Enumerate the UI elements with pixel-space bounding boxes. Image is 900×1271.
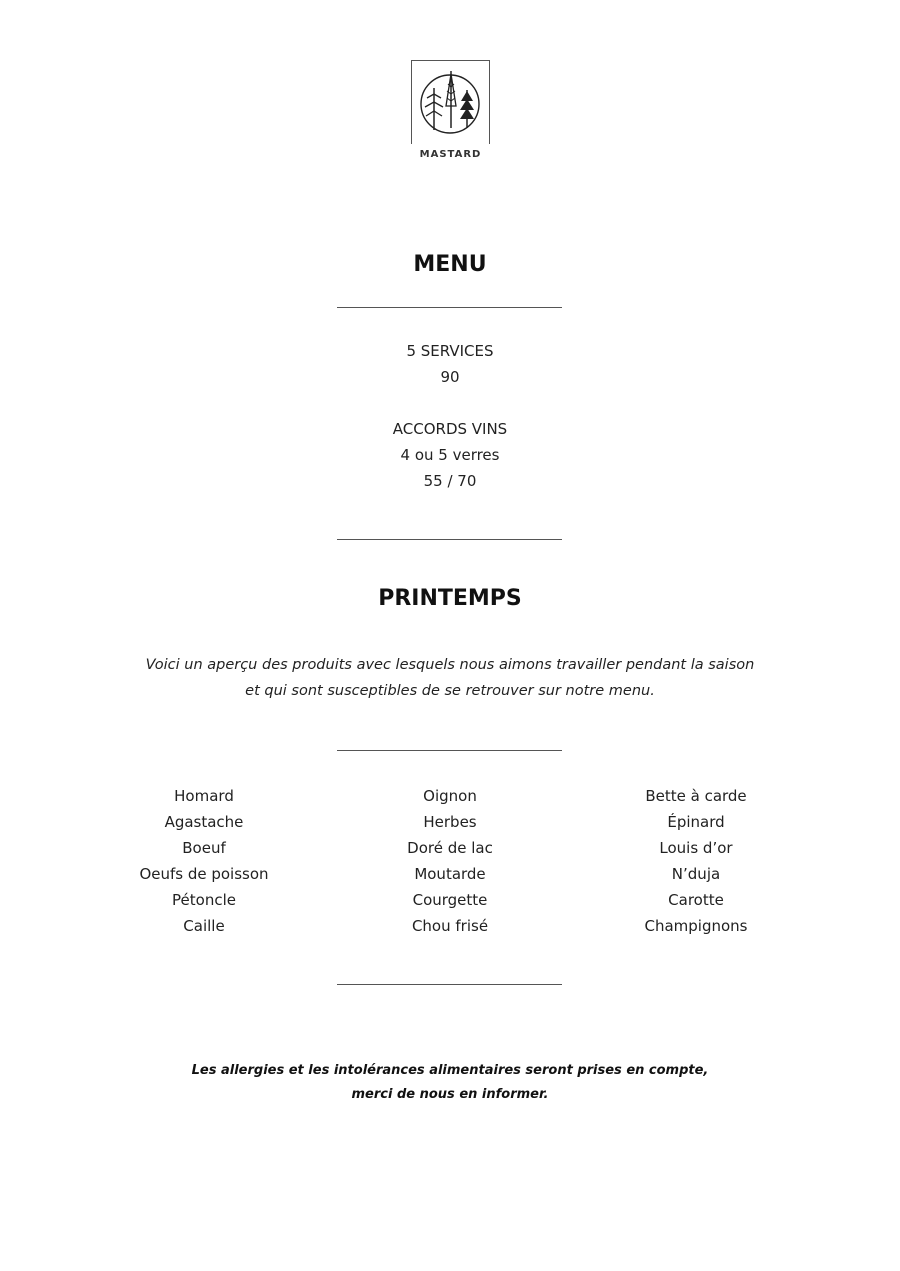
ingredient-item: Chou frisé — [411, 917, 489, 935]
ingredient-item: Caille — [183, 917, 225, 935]
ingredient-item: Homard — [174, 787, 234, 805]
wine-pairing-label: ACCORDS VINS — [392, 420, 508, 438]
ingredient-column-2 — [320, 783, 580, 939]
ingredient-item: Boeuf — [182, 839, 226, 857]
ingredient-item: Courgette — [412, 891, 488, 909]
allergy-note-line-2: merci de nous en informer. — [351, 1087, 549, 1102]
ingredient-item: Moutarde — [414, 865, 486, 883]
ingredient-item: Oignon — [423, 787, 477, 805]
divider — [337, 307, 562, 308]
ingredient-column-1 — [74, 783, 334, 939]
intro-line-1: Voici un aperçu des produits avec lesquels nous aimons travailler pendant la saison — [145, 657, 755, 673]
three-trees-in-circle-icon — [418, 70, 482, 136]
menu-prices — [0, 338, 900, 494]
ingredient-item: Herbes — [423, 813, 477, 831]
divider — [337, 750, 562, 751]
ingredient-item: Agastache — [164, 813, 244, 831]
season-heading-block — [0, 586, 900, 611]
wine-pairing-glasses: 4 ou 5 verres — [400, 446, 500, 464]
logo-wordmark: MASTARD — [419, 149, 482, 160]
ingredient-item: Champignons — [644, 917, 748, 935]
ingredient-item: Bette à carde — [645, 787, 747, 805]
ingredient-item: Épinard — [667, 813, 725, 831]
wine-pairing-price: 55 / 70 — [423, 472, 477, 490]
ingredient-item: Louis d’or — [659, 839, 733, 857]
ingredient-item: Carotte — [668, 891, 724, 909]
allergy-note — [0, 1059, 900, 1107]
allergy-note-line-1: Les allergies et les intolérances alimentaires seront prises en compte, — [191, 1063, 709, 1078]
menu-title: MENU — [413, 252, 487, 277]
season-title: PRINTEMPS — [378, 586, 522, 611]
menu-heading-block — [0, 252, 900, 277]
ingredient-item: Oeufs de poisson — [139, 865, 269, 883]
ingredient-item: Doré de lac — [407, 839, 493, 857]
ingredient-item: Pétoncle — [172, 891, 236, 909]
divider — [337, 984, 562, 985]
services-price: 90 — [440, 368, 460, 386]
intro-line-2: et qui sont susceptibles de se retrouver sur notre menu. — [245, 683, 655, 699]
ingredient-column-3 — [566, 783, 826, 939]
services-label: 5 SERVICES — [406, 342, 494, 360]
divider — [337, 539, 562, 540]
season-intro — [0, 652, 900, 704]
mastard-logo — [411, 60, 490, 165]
ingredient-item: N’duja — [671, 865, 721, 883]
